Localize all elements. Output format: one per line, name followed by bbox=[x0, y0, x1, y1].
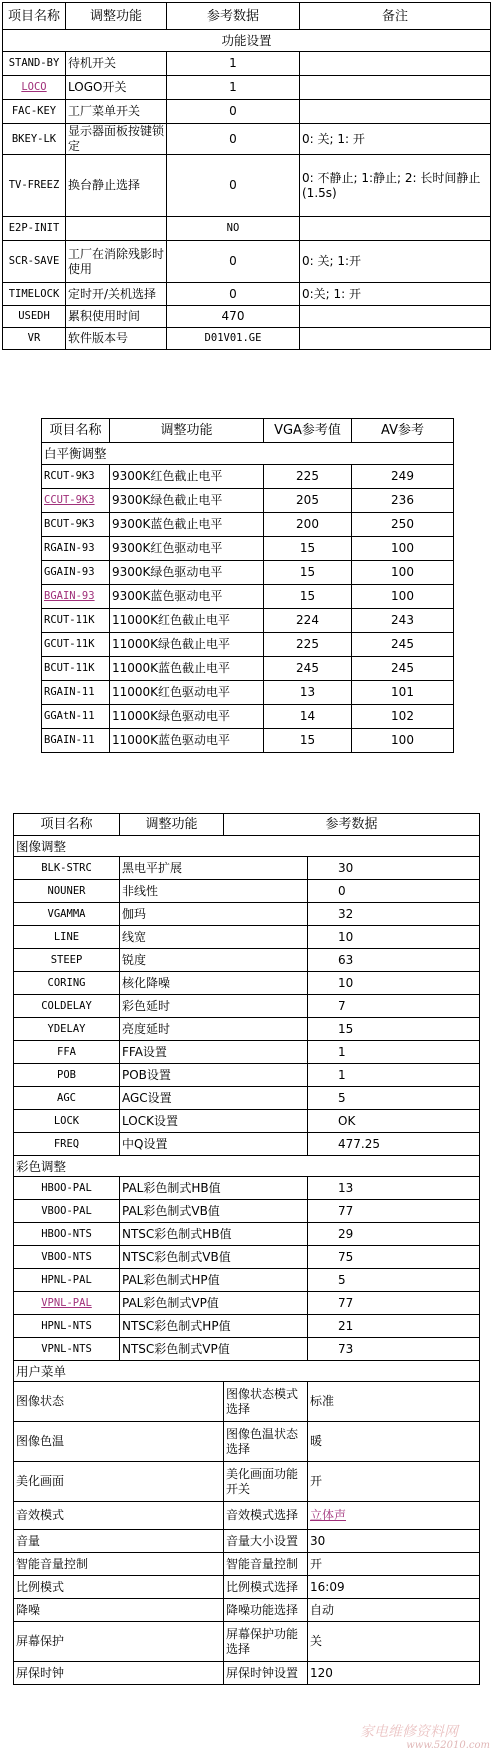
item-function: 彩色延时 bbox=[120, 995, 308, 1018]
header-function: 调整功能 bbox=[120, 814, 224, 836]
section-title: 功能设置 bbox=[3, 30, 491, 52]
item-name: GGAIN-93 bbox=[42, 561, 110, 585]
item-value: 0 bbox=[167, 155, 300, 217]
table-row bbox=[14, 995, 480, 1018]
table2-section-row bbox=[42, 443, 454, 465]
item-name: GCUT-11K bbox=[42, 633, 110, 657]
item-name: BGAIN-11 bbox=[42, 729, 110, 753]
item-function bbox=[110, 465, 264, 489]
item-name: VGAMMA bbox=[14, 903, 120, 926]
item-vga: 15 bbox=[264, 585, 352, 609]
item-value: 75 bbox=[308, 1246, 480, 1269]
item-vga: 13 bbox=[264, 681, 352, 705]
item-vga: 225 bbox=[264, 465, 352, 489]
item-av: 100 bbox=[352, 561, 454, 585]
table-row bbox=[14, 1041, 480, 1064]
item-function: 锐度 bbox=[120, 949, 308, 972]
item-function: 降噪功能选择 bbox=[224, 1599, 308, 1622]
item-function: 图像色温状态选择 bbox=[224, 1422, 308, 1462]
watermark-text: 家电维修资料网 bbox=[360, 1724, 458, 1740]
section-title: 图像调整 bbox=[14, 836, 480, 857]
item-name: 美化画面 bbox=[14, 1462, 224, 1502]
item-function: 工厂菜单开关 bbox=[66, 100, 167, 124]
item-function bbox=[66, 217, 167, 241]
table1-section-row bbox=[3, 30, 491, 52]
item-name: BLK-STRC bbox=[14, 857, 120, 880]
item-note bbox=[300, 100, 491, 124]
item-function: 亮度延时 bbox=[120, 1018, 308, 1041]
table-row bbox=[3, 76, 491, 100]
table-row bbox=[42, 561, 454, 585]
table-row bbox=[42, 729, 454, 753]
item-av: 102 bbox=[352, 705, 454, 729]
section-title: 白平衡调整 bbox=[42, 443, 454, 465]
item-note bbox=[300, 76, 491, 100]
item-function: 音效模式选择 bbox=[224, 1502, 308, 1530]
item-name: HPNL-NTS bbox=[14, 1315, 120, 1338]
item-name: RCUT-11K bbox=[42, 609, 110, 633]
item-function: FFA设置 bbox=[120, 1041, 308, 1064]
table-row bbox=[14, 1200, 480, 1223]
header-reference: 参考数据 bbox=[167, 3, 300, 30]
item-name: 图像色温 bbox=[14, 1422, 224, 1462]
item-name: COLDELAY bbox=[14, 995, 120, 1018]
table-row bbox=[42, 537, 454, 561]
item-value: 16:09 bbox=[308, 1576, 480, 1599]
item-function: 11000K绿色驱动电平 bbox=[110, 705, 264, 729]
table-row bbox=[42, 609, 454, 633]
item-name: HBOO-PAL bbox=[14, 1177, 120, 1200]
item-value: 32 bbox=[308, 903, 480, 926]
header-item-name: 项目名称 bbox=[3, 3, 66, 30]
item-name: LOCK bbox=[14, 1110, 120, 1133]
item-function: NTSC彩色制式HP值 bbox=[120, 1315, 308, 1338]
item-name: VBOO-NTS bbox=[14, 1246, 120, 1269]
item-function: 核化降噪 bbox=[120, 972, 308, 995]
item-name: BCUT-11K bbox=[42, 657, 110, 681]
item-name: TV-FREEZ bbox=[3, 155, 66, 217]
item-value: 7 bbox=[308, 995, 480, 1018]
item-name: FREQ bbox=[14, 1133, 120, 1156]
item-name-text[interactable]: CCUT-9K3 bbox=[44, 494, 95, 506]
table-row bbox=[14, 926, 480, 949]
item-function: PAL彩色制式HB值 bbox=[120, 1177, 308, 1200]
table-row bbox=[42, 465, 454, 489]
white-balance-table bbox=[41, 418, 454, 753]
item-function: 定时开/关机选择 bbox=[66, 283, 167, 306]
table-row bbox=[3, 241, 491, 283]
item-note: 0: 关; 1: 开 bbox=[300, 124, 491, 155]
item-name: 比例模式 bbox=[14, 1576, 224, 1599]
item-av: 100 bbox=[352, 537, 454, 561]
table-row bbox=[14, 1553, 480, 1576]
item-function: 9300K绿色截止电平 bbox=[110, 489, 264, 513]
item-function: 工厂在消除残影时使用 bbox=[66, 241, 167, 283]
item-function: 中Q设置 bbox=[120, 1133, 308, 1156]
item-vga: 224 bbox=[264, 609, 352, 633]
table2-header-row bbox=[42, 419, 454, 443]
item-function: 待机开关 bbox=[66, 52, 167, 76]
item-name: CORING bbox=[14, 972, 120, 995]
item-function: 非线性 bbox=[120, 880, 308, 903]
item-value: 10 bbox=[308, 972, 480, 995]
table-row bbox=[14, 1422, 480, 1462]
table-row bbox=[42, 657, 454, 681]
item-value: 77 bbox=[308, 1292, 480, 1315]
table3-header-row bbox=[14, 814, 480, 836]
table-row bbox=[3, 328, 491, 350]
item-value: 1 bbox=[167, 52, 300, 76]
table-row bbox=[14, 1110, 480, 1133]
header-item-name: 项目名称 bbox=[42, 419, 110, 443]
item-name: VR bbox=[3, 328, 66, 350]
item-name: VBOO-PAL bbox=[14, 1200, 120, 1223]
item-function: PAL彩色制式VB值 bbox=[120, 1200, 308, 1223]
item-value: 0 bbox=[167, 100, 300, 124]
item-value: 自动 bbox=[308, 1599, 480, 1622]
item-name: GGAtN-11 bbox=[42, 705, 110, 729]
item-value: 30 bbox=[308, 1530, 480, 1553]
table-row bbox=[3, 306, 491, 328]
section-row-image bbox=[14, 836, 480, 857]
table-row bbox=[14, 1246, 480, 1269]
item-name: RCUT-9K3 bbox=[42, 465, 110, 489]
section-row-color bbox=[14, 1156, 480, 1177]
item-vga: 15 bbox=[264, 729, 352, 753]
item-av: 236 bbox=[352, 489, 454, 513]
item-value: 开 bbox=[308, 1462, 480, 1502]
table-row bbox=[14, 1338, 480, 1361]
item-value: 477.25 bbox=[308, 1133, 480, 1156]
table-row bbox=[42, 489, 454, 513]
section-title: 彩色调整 bbox=[14, 1156, 480, 1177]
item-name: POB bbox=[14, 1064, 120, 1087]
item-value-link[interactable] bbox=[308, 1502, 480, 1530]
item-name: 音量 bbox=[14, 1530, 224, 1553]
table-row bbox=[14, 1133, 480, 1156]
item-value: D01V01.GE bbox=[167, 328, 300, 350]
table-row bbox=[14, 1599, 480, 1622]
item-function: 软件版本号 bbox=[66, 328, 167, 350]
item-note: 0:关; 1: 开 bbox=[300, 283, 491, 306]
watermark-url: www.52010.com bbox=[406, 1740, 490, 1751]
item-function: NTSC彩色制式VP值 bbox=[120, 1338, 308, 1361]
header-remark: 备注 bbox=[300, 3, 491, 30]
item-av: 250 bbox=[352, 513, 454, 537]
item-function: 11000K蓝色驱动电平 bbox=[110, 729, 264, 753]
item-function: 显示器面板按键锁定 bbox=[66, 124, 167, 155]
table-row bbox=[14, 1018, 480, 1041]
item-function: 9300K蓝色驱动电平 bbox=[110, 585, 264, 609]
table-row bbox=[14, 1530, 480, 1553]
item-name: 降噪 bbox=[14, 1599, 224, 1622]
table-row bbox=[14, 880, 480, 903]
item-name: BKEY-LK bbox=[3, 124, 66, 155]
item-note bbox=[300, 52, 491, 76]
item-name-text[interactable]: BGAIN-93 bbox=[44, 590, 95, 602]
item-value: 21 bbox=[308, 1315, 480, 1338]
item-function: AGC设置 bbox=[120, 1087, 308, 1110]
item-value: 30 bbox=[308, 857, 480, 880]
item-function: 图像状态模式选择 bbox=[224, 1382, 308, 1422]
table-row bbox=[42, 513, 454, 537]
item-name: 屏幕保护 bbox=[14, 1622, 224, 1662]
item-value: 1 bbox=[167, 76, 300, 100]
item-name: HBOO-NTS bbox=[14, 1223, 120, 1246]
table-row bbox=[14, 1382, 480, 1422]
item-function: NTSC彩色制式HB值 bbox=[120, 1223, 308, 1246]
item-value: 77 bbox=[308, 1200, 480, 1223]
item-value: 15 bbox=[308, 1018, 480, 1041]
item-note bbox=[300, 306, 491, 328]
item-name: E2P-INIT bbox=[3, 217, 66, 241]
item-value: 13 bbox=[308, 1177, 480, 1200]
item-name: 屏保时钟 bbox=[14, 1662, 224, 1685]
item-value: 120 bbox=[308, 1662, 480, 1685]
item-value: OK bbox=[308, 1110, 480, 1133]
item-value: 0 bbox=[167, 124, 300, 155]
item-value: 0 bbox=[308, 880, 480, 903]
item-function: 智能音量控制 bbox=[224, 1553, 308, 1576]
item-name: AGC bbox=[14, 1087, 120, 1110]
item-vga: 225 bbox=[264, 633, 352, 657]
table-row bbox=[14, 972, 480, 995]
table-row bbox=[42, 681, 454, 705]
item-av: 100 bbox=[352, 585, 454, 609]
table-row bbox=[42, 705, 454, 729]
header-av: AV参考 bbox=[352, 419, 454, 443]
item-function: 11000K绿色截止电平 bbox=[110, 633, 264, 657]
item-function-text: 9300K红色截止电平 bbox=[112, 469, 223, 483]
item-function: 11000K蓝色截止电平 bbox=[110, 657, 264, 681]
item-value: 开 bbox=[308, 1553, 480, 1576]
item-name: YDELAY bbox=[14, 1018, 120, 1041]
item-vga: 200 bbox=[264, 513, 352, 537]
item-name: USEDH bbox=[3, 306, 66, 328]
item-name: FFA bbox=[14, 1041, 120, 1064]
item-value: 10 bbox=[308, 926, 480, 949]
header-function: 调整功能 bbox=[110, 419, 264, 443]
section-title: 用户菜单 bbox=[14, 1361, 480, 1382]
item-function: PAL彩色制式VP值 bbox=[120, 1292, 308, 1315]
item-function: NTSC彩色制式VB值 bbox=[120, 1246, 308, 1269]
item-name: FAC-KEY bbox=[3, 100, 66, 124]
item-name: STAND-BY bbox=[3, 52, 66, 76]
item-function: 累积使用时间 bbox=[66, 306, 167, 328]
item-function: POB设置 bbox=[120, 1064, 308, 1087]
table-row bbox=[3, 155, 491, 217]
watermark bbox=[360, 1725, 490, 1753]
header-item-name: 项目名称 bbox=[14, 814, 120, 836]
item-value: 标准 bbox=[308, 1382, 480, 1422]
item-value: 1 bbox=[308, 1041, 480, 1064]
item-note: 0: 不静止; 1:静止; 2: 长时间静止 (1.5s) bbox=[300, 155, 491, 217]
table-row bbox=[14, 1502, 480, 1530]
item-name: RGAIN-93 bbox=[42, 537, 110, 561]
item-name-link[interactable] bbox=[14, 1292, 120, 1315]
table-row bbox=[14, 1462, 480, 1502]
item-function: 黑电平扩展 bbox=[120, 857, 308, 880]
item-value: 5 bbox=[308, 1087, 480, 1110]
item-function: 9300K红色驱动电平 bbox=[110, 537, 264, 561]
table-row bbox=[14, 1223, 480, 1246]
item-name-link[interactable] bbox=[3, 76, 66, 100]
item-function: 11000K红色驱动电平 bbox=[110, 681, 264, 705]
item-function: 11000K红色截止电平 bbox=[110, 609, 264, 633]
item-name: NOUNER bbox=[14, 880, 120, 903]
item-function: 屏保时钟设置 bbox=[224, 1662, 308, 1685]
item-function: 换台静止选择 bbox=[66, 155, 167, 217]
table-row bbox=[14, 1064, 480, 1087]
item-function: LOGO开关 bbox=[66, 76, 167, 100]
table-row bbox=[14, 949, 480, 972]
item-value: 29 bbox=[308, 1223, 480, 1246]
table-row bbox=[42, 633, 454, 657]
item-function: 线宽 bbox=[120, 926, 308, 949]
table-row bbox=[14, 1576, 480, 1599]
item-function: 美化画面功能开关 bbox=[224, 1462, 308, 1502]
item-name-link[interactable] bbox=[42, 489, 110, 513]
table-row bbox=[42, 585, 454, 609]
item-function: LOCK设置 bbox=[120, 1110, 308, 1133]
table1-header-row bbox=[3, 3, 491, 30]
item-value: 73 bbox=[308, 1338, 480, 1361]
item-value: 1 bbox=[308, 1064, 480, 1087]
table-row bbox=[14, 1269, 480, 1292]
item-av: 249 bbox=[352, 465, 454, 489]
function-settings-table bbox=[2, 2, 491, 350]
item-name: LINE bbox=[14, 926, 120, 949]
table-row bbox=[3, 283, 491, 306]
image-adjust-table bbox=[13, 813, 480, 1685]
item-vga: 205 bbox=[264, 489, 352, 513]
table-row bbox=[14, 1177, 480, 1200]
item-av: 243 bbox=[352, 609, 454, 633]
item-function: 屏幕保护功能选择 bbox=[224, 1622, 308, 1662]
item-vga: 15 bbox=[264, 537, 352, 561]
item-function: 伽玛 bbox=[120, 903, 308, 926]
item-av: 245 bbox=[352, 657, 454, 681]
table-row bbox=[3, 100, 491, 124]
item-value: 5 bbox=[308, 1269, 480, 1292]
item-value: 63 bbox=[308, 949, 480, 972]
item-name: HPNL-PAL bbox=[14, 1269, 120, 1292]
table-row bbox=[14, 1622, 480, 1662]
item-name: BCUT-9K3 bbox=[42, 513, 110, 537]
table-row bbox=[14, 1087, 480, 1110]
item-vga: 15 bbox=[264, 561, 352, 585]
item-name: STEEP bbox=[14, 949, 120, 972]
item-vga: 14 bbox=[264, 705, 352, 729]
table-row bbox=[3, 52, 491, 76]
table-row bbox=[14, 903, 480, 926]
item-function: 9300K绿色驱动电平 bbox=[110, 561, 264, 585]
table-row bbox=[3, 124, 491, 155]
item-value: 关 bbox=[308, 1622, 480, 1662]
header-function: 调整功能 bbox=[66, 3, 167, 30]
item-name: RGAIN-11 bbox=[42, 681, 110, 705]
item-name: 图像状态 bbox=[14, 1382, 224, 1422]
section-row-user bbox=[14, 1361, 480, 1382]
item-name: 智能音量控制 bbox=[14, 1553, 224, 1576]
item-vga: 245 bbox=[264, 657, 352, 681]
header-reference: 参考数据 bbox=[224, 814, 480, 836]
item-av: 245 bbox=[352, 633, 454, 657]
item-value: 470 bbox=[167, 306, 300, 328]
item-name-text[interactable]: VPNL-PAL bbox=[41, 1296, 92, 1309]
item-function: 9300K蓝色截止电平 bbox=[110, 513, 264, 537]
item-name-link[interactable] bbox=[42, 585, 110, 609]
item-value: NO bbox=[167, 217, 300, 241]
header-vga: VGA参考值 bbox=[264, 419, 352, 443]
item-note: 0: 关; 1:开 bbox=[300, 241, 491, 283]
table-row bbox=[14, 1315, 480, 1338]
item-value: 暖 bbox=[308, 1422, 480, 1462]
item-name: VPNL-NTS bbox=[14, 1338, 120, 1361]
item-function: 音量大小设置 bbox=[224, 1530, 308, 1553]
item-note bbox=[300, 217, 491, 241]
table-row bbox=[14, 1662, 480, 1685]
item-function: PAL彩色制式HP值 bbox=[120, 1269, 308, 1292]
item-value: 0 bbox=[167, 241, 300, 283]
table-row bbox=[3, 217, 491, 241]
table-row bbox=[14, 857, 480, 880]
item-name: 音效模式 bbox=[14, 1502, 224, 1530]
item-name: TIMELOCK bbox=[3, 283, 66, 306]
item-value: 0 bbox=[167, 283, 300, 306]
item-note bbox=[300, 328, 491, 350]
table-row bbox=[14, 1292, 480, 1315]
sound-mode-link[interactable]: 立体声 bbox=[310, 1508, 347, 1522]
item-av: 100 bbox=[352, 729, 454, 753]
item-av: 101 bbox=[352, 681, 454, 705]
item-name: SCR-SAVE bbox=[3, 241, 66, 283]
item-name-text[interactable]: LOCO bbox=[21, 81, 47, 93]
item-function: 比例模式选择 bbox=[224, 1576, 308, 1599]
